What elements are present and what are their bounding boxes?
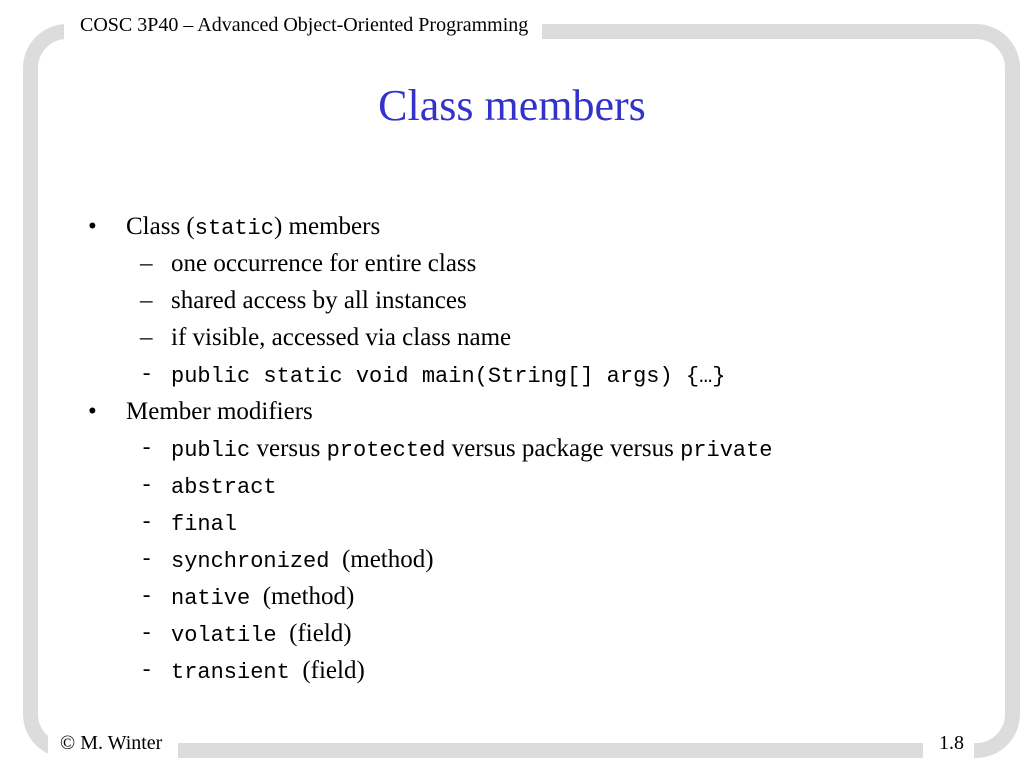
sub-item bbox=[0, 615, 1024, 652]
dash-marker: - bbox=[140, 436, 154, 461]
code-text: final bbox=[171, 512, 238, 537]
text-run: (method) bbox=[250, 583, 355, 610]
text-run: (method) bbox=[329, 546, 434, 573]
bullet-list bbox=[0, 208, 1024, 689]
bullet-item bbox=[0, 393, 1024, 430]
sub-item-text bbox=[171, 245, 476, 282]
sub-item bbox=[0, 430, 1024, 467]
code-text: public static void main(String[] args) {…} bbox=[171, 364, 726, 389]
text-run: ) members bbox=[273, 213, 381, 240]
sub-item bbox=[0, 541, 1024, 578]
text-run: one occurrence for entire class bbox=[171, 250, 477, 277]
sub-item-text bbox=[171, 282, 467, 319]
sub-item-text bbox=[171, 615, 352, 654]
footer-author: © M. Winter bbox=[48, 728, 178, 758]
sub-item bbox=[0, 319, 1024, 356]
dash-marker: - bbox=[140, 658, 154, 683]
code-text: static bbox=[194, 216, 274, 241]
code-text: private bbox=[680, 438, 773, 463]
slide-title: Class members bbox=[378, 81, 646, 130]
text-run: (field) bbox=[289, 657, 365, 684]
sub-item bbox=[0, 467, 1024, 504]
text-run: if visible, accessed via class name bbox=[171, 324, 512, 351]
dash-marker: - bbox=[140, 362, 154, 387]
sub-item bbox=[0, 504, 1024, 541]
dash-marker: – bbox=[140, 250, 153, 277]
dash-marker: - bbox=[140, 473, 154, 498]
dash-marker: - bbox=[140, 510, 154, 535]
sub-item-text bbox=[171, 319, 511, 356]
bullet-icon: • bbox=[88, 398, 97, 425]
bullet-text bbox=[126, 393, 313, 430]
sub-item bbox=[0, 356, 1024, 393]
sub-item-text bbox=[171, 652, 365, 691]
code-text: protected bbox=[326, 438, 446, 463]
code-text: synchronized bbox=[171, 549, 330, 574]
dash-marker: – bbox=[140, 287, 153, 314]
bullet-item bbox=[0, 208, 1024, 245]
text-run: (field) bbox=[276, 620, 352, 647]
bullet-icon: • bbox=[88, 213, 97, 240]
sub-item-text bbox=[171, 356, 726, 395]
dash-marker: - bbox=[140, 547, 154, 572]
text-run: versus package versus bbox=[445, 435, 681, 462]
code-text: public bbox=[171, 438, 251, 463]
sub-item-text bbox=[171, 541, 434, 580]
code-text: native bbox=[171, 586, 251, 611]
sub-item bbox=[0, 282, 1024, 319]
page-number: 1.8 bbox=[923, 728, 974, 758]
text-run: Class ( bbox=[126, 213, 195, 240]
text-run: Member modifiers bbox=[126, 398, 313, 425]
dash-marker: - bbox=[140, 621, 154, 646]
sub-item bbox=[0, 652, 1024, 689]
sub-item-text bbox=[171, 504, 237, 543]
code-text: volatile bbox=[171, 623, 277, 648]
code-text: abstract bbox=[171, 475, 277, 500]
sub-item bbox=[0, 245, 1024, 282]
sub-item-text bbox=[171, 467, 277, 506]
text-run: versus bbox=[250, 435, 327, 462]
text-run: shared access by all instances bbox=[171, 287, 467, 314]
sub-item-text bbox=[171, 430, 773, 469]
dash-marker: – bbox=[140, 324, 153, 351]
sub-item-text bbox=[171, 578, 354, 617]
dash-marker: - bbox=[140, 584, 154, 609]
code-text: transient bbox=[171, 660, 290, 685]
bullet-text bbox=[126, 208, 380, 247]
sub-item bbox=[0, 578, 1024, 615]
course-header: COSC 3P40 – Advanced Object-Oriented Programming bbox=[64, 10, 542, 42]
